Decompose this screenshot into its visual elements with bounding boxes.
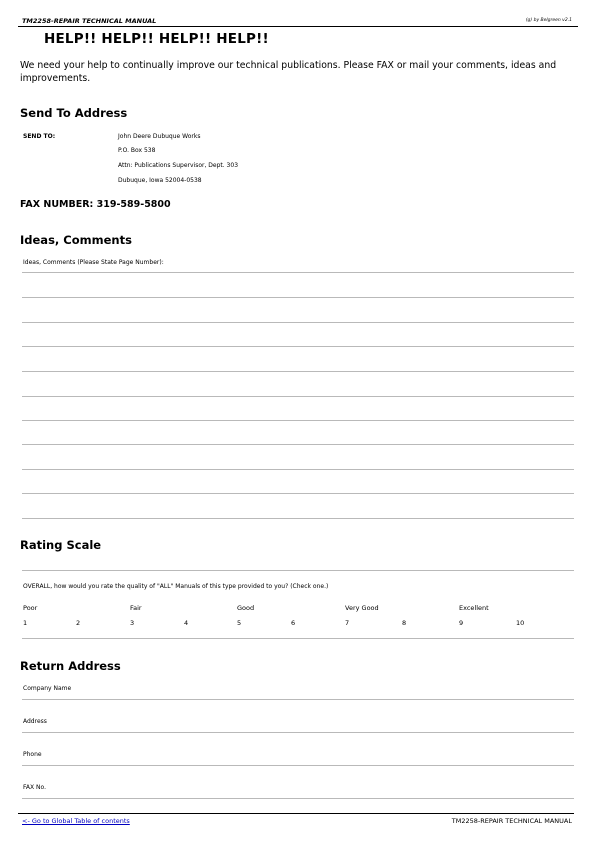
send-to-heading: Send To Address — [20, 106, 128, 120]
ideas-label: Ideas, Comments (Please State Page Number): — [23, 259, 164, 266]
rating-option[interactable]: 9 — [459, 619, 464, 627]
comment-line[interactable] — [22, 322, 574, 323]
company-name-label: Company Name — [23, 685, 72, 692]
rating-divider — [22, 638, 574, 639]
return-address-heading: Return Address — [20, 659, 121, 673]
rating-option[interactable]: 2 — [76, 619, 81, 627]
comment-line[interactable] — [22, 518, 574, 519]
global-toc-link[interactable]: <- Go to Global Table of contents — [22, 817, 130, 825]
footer-divider — [18, 813, 574, 814]
comment-line[interactable] — [22, 396, 574, 397]
rating-option[interactable]: 7 — [345, 619, 350, 627]
comment-line[interactable] — [22, 493, 574, 494]
rating-level-label: Poor — [23, 604, 38, 612]
manual-title-header: TM2258-REPAIR TECHNICAL MANUAL — [22, 17, 157, 25]
rating-level-label: Good — [237, 604, 255, 612]
rating-level-label: Very Good — [345, 604, 379, 612]
address-line: P.O. Box 538 — [118, 147, 156, 154]
rating-heading: Rating Scale — [20, 538, 102, 552]
fax-number: FAX NUMBER: 319-589-5800 — [20, 199, 171, 210]
phone-label: Phone — [23, 751, 42, 758]
address-label: Address — [23, 718, 47, 725]
rating-divider — [22, 570, 574, 571]
comment-line[interactable] — [22, 371, 574, 372]
comment-line[interactable] — [22, 272, 574, 273]
rating-option[interactable]: 4 — [184, 619, 189, 627]
send-to-label: SEND TO: — [23, 133, 56, 140]
rating-option[interactable]: 3 — [130, 619, 135, 627]
address-field[interactable] — [22, 732, 574, 733]
intro-paragraph: We need your help to continually improve our technical publications. Please FAX or mail your comments, ideas and improvements. — [20, 60, 557, 84]
comment-line[interactable] — [22, 444, 574, 445]
fax-no-field[interactable] — [22, 798, 574, 799]
header-divider — [18, 26, 578, 27]
comment-line[interactable] — [22, 469, 574, 470]
phone-field[interactable] — [22, 765, 574, 766]
footer-manual-title: TM2258-REPAIR TECHNICAL MANUAL — [451, 817, 572, 825]
ideas-heading: Ideas, Comments — [20, 233, 132, 247]
fax-no-label: FAX No. — [23, 784, 46, 791]
rating-option[interactable]: 8 — [402, 619, 407, 627]
comment-line[interactable] — [22, 297, 574, 298]
address-line: Dubuque, Iowa 52004-0538 — [118, 177, 202, 184]
comment-line[interactable] — [22, 346, 574, 347]
rating-option[interactable]: 10 — [516, 619, 525, 627]
company-name-field[interactable] — [22, 699, 574, 700]
rating-level-label: Fair — [130, 604, 142, 612]
comment-line[interactable] — [22, 420, 574, 421]
rating-option[interactable]: 1 — [23, 619, 28, 627]
address-line: Attn: Publications Supervisor, Dept. 303 — [118, 162, 239, 169]
address-line: John Deere Dubuque Works — [118, 133, 201, 140]
rating-option[interactable]: 5 — [237, 619, 242, 627]
rating-option[interactable]: 6 — [291, 619, 296, 627]
credit-text: (g) by Belgreen v2.1 — [525, 18, 572, 23]
help-title: HELP!! HELP!! HELP!! HELP!! — [44, 31, 269, 47]
rating-question: OVERALL, how would you rate the quality of "ALL" Manuals of this type provided to you? (Check one.) — [23, 583, 329, 590]
rating-level-label: Excellent — [459, 604, 489, 612]
